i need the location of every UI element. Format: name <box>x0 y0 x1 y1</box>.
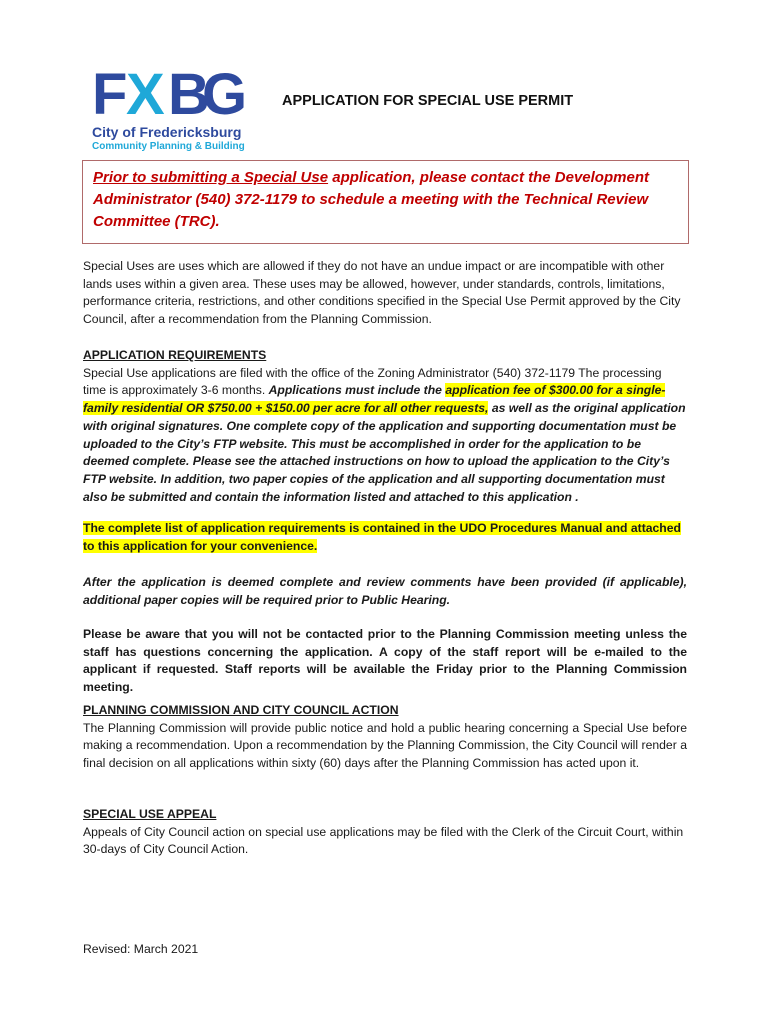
logo-letter-x: X <box>126 62 163 127</box>
appeal-section <box>83 806 687 859</box>
appeal-heading: SPECIAL USE APPEAL <box>83 807 217 821</box>
logo-letter-g: G <box>202 62 246 127</box>
requirements-heading: APPLICATION REQUIREMENTS <box>83 348 267 362</box>
staff-notice-paragraph <box>83 626 687 697</box>
planning-heading: PLANNING COMMISSION AND CITY COUNCIL ACTION <box>83 703 399 717</box>
contact-notice-text <box>93 167 688 233</box>
notice-rest-text: application, please contact the Development Administrator (540) 372-1179 to schedule a meeting with the Technical Review Committee (TRC). <box>93 169 649 230</box>
requirements-plain-text: Special Use applications are filed with the office of the Zoning Administrator (540) 372-1179 The processing time is approximately 3-6 months. <box>83 365 662 398</box>
application-fee-highlight: application fee of $300.00 for a single-family residential OR $750.00 + $150.00 per acre for all other requests, <box>83 383 666 416</box>
contact-notice-box <box>82 160 689 244</box>
intro-paragraph <box>83 258 687 329</box>
notice-underlined-text: Prior to submitting a Special Use <box>93 169 329 186</box>
staff-notice-text: Please be aware that you will not be contacted prior to the Planning Commission meeting unless the staff has questions concerning the application. A copy of the staff report will be e-mailed to the applicant if requested. Staff reports will be available the Friday prior to the Planning Commission meeting. <box>83 627 687 695</box>
logo-city-name: City of Fredericksburg <box>92 124 242 140</box>
planning-body: The Planning Commission will provide public notice and hold a public hearing concerning a Special Use before making a recommendation. Upon a recommendation by the Planning Commission, the City Council will render a final decision on all applications within sixty (60) days after the Planning Commission has acted upon it. <box>83 720 687 771</box>
intro-text: Special Uses are uses which are allowed if they do not have an undue impact or are incompatible with other lands uses within a given area. These uses may be allowed, however, under standards, controls, limitations, performance criteria, restrictions, and other conditions specified in the Special Use Permit approved by the City Council, after a recommendation from the Planning Commission. <box>83 259 681 327</box>
after-review-paragraph <box>83 574 687 609</box>
after-review-text: After the application is deemed complete and review comments have been provided (if applicable), additional paper copies will be required prior to Public Hearing. <box>83 575 687 607</box>
requirements-bold-rest: as well as the original application with original signatures. One complete copy of the application and supporting documentation must be uploaded to the City’s FTP website. This must be accomplished in order for the application to be deemed complete. Please see the attached instructions on how to upload the application to the City’s FTP website. In addition, two paper copies of the application and all supporting documentation must also be submitted and contain the information listed and attached to this application . <box>83 401 686 504</box>
appeal-body: Appeals of City Council action on special use applications may be filed with the Clerk of the Circuit Court, within 30-days of City Council Action. <box>83 824 684 857</box>
complete-list-paragraph <box>83 520 687 555</box>
requirements-bold-lead: Applications must include the <box>268 383 446 398</box>
logo-department-name: Community Planning & Building <box>92 141 245 152</box>
complete-list-highlight: The complete list of application requirements is contained in the UDO Procedures Manual and attached to this application for your convenience. <box>83 521 681 553</box>
fxbg-logo-mark <box>92 62 246 127</box>
fxbg-logo <box>92 62 246 152</box>
application-requirements-section <box>83 347 687 506</box>
revision-footer: Revised: March 2021 <box>83 942 199 956</box>
requirements-body <box>83 365 687 507</box>
logo-letter-b: B <box>168 62 208 127</box>
complete-list-text <box>83 520 687 555</box>
page-title: APPLICATION FOR SPECIAL USE PERMIT <box>282 93 574 109</box>
planning-section <box>83 702 687 773</box>
logo-letter-f: F <box>92 62 126 127</box>
